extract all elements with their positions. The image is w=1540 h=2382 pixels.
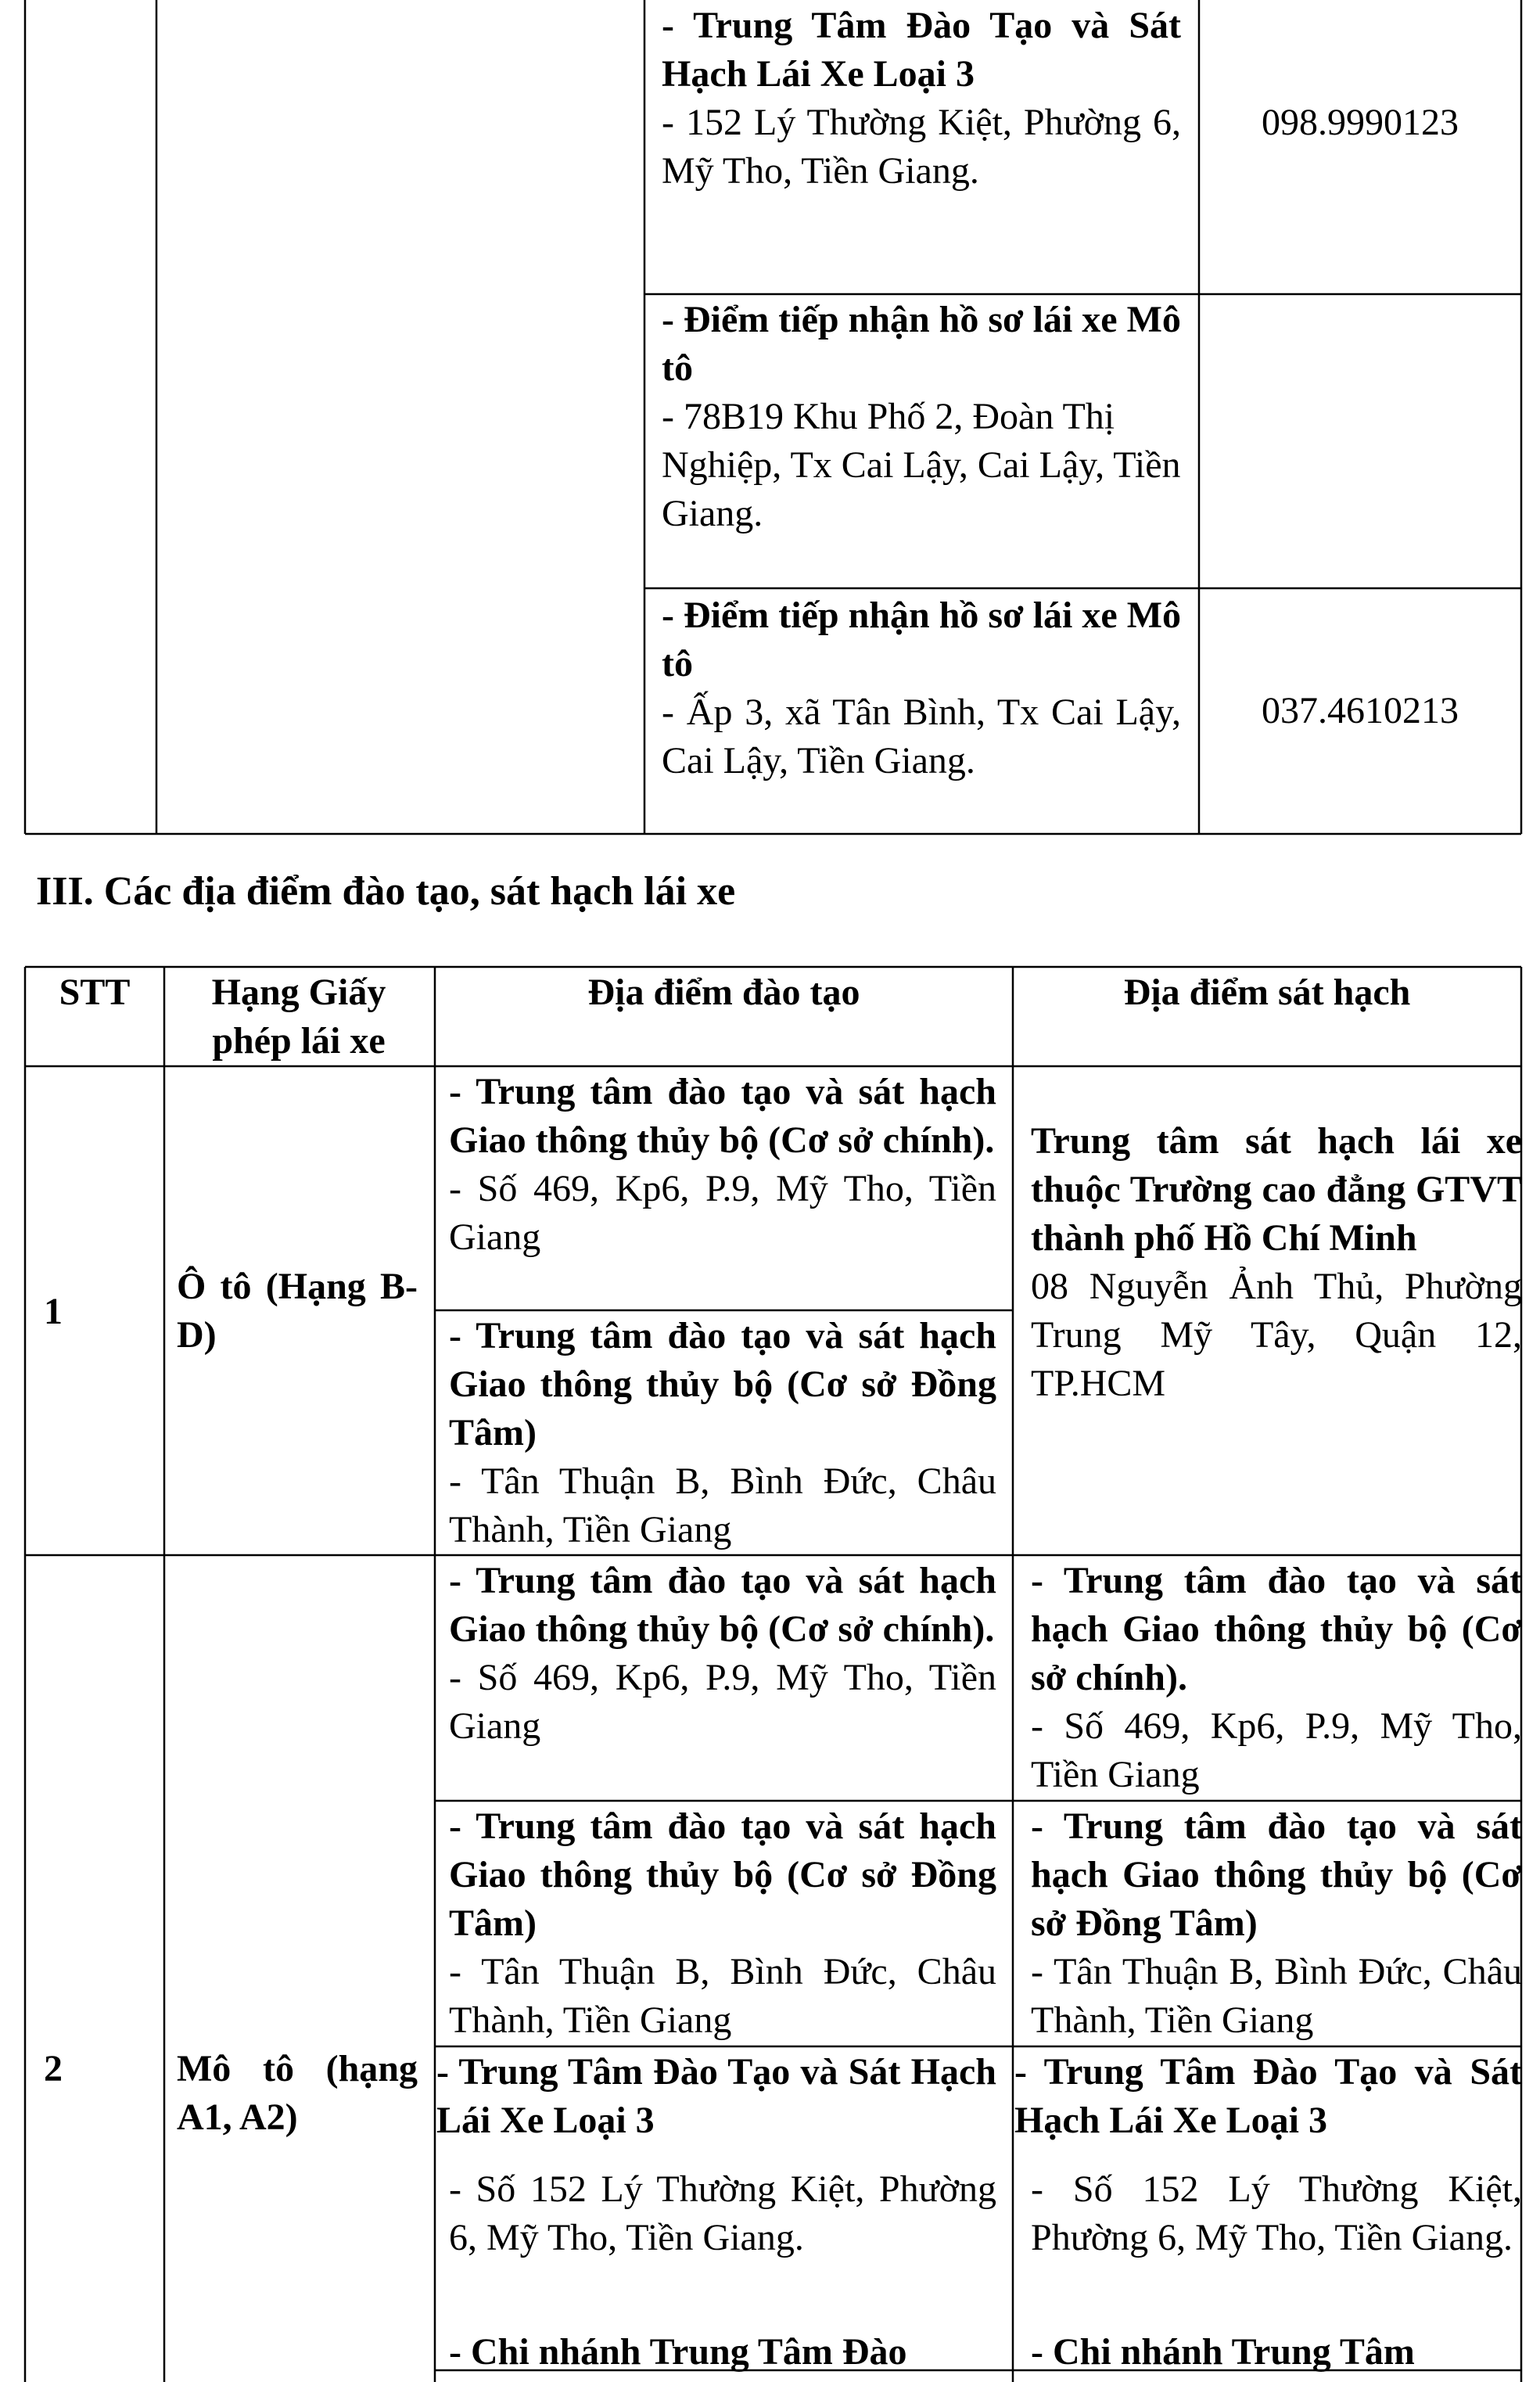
row-1-training-1-address: - Số 469, Kp6, P.9, Mỹ Tho, Tiền Giang [449,1168,996,1258]
top-row-1-phone: 098.9990123 [1262,102,1459,143]
row-2-training-3 [436,2048,996,2262]
row-2-stt: 2 [44,2048,63,2089]
row-2-training-4-title: - Chi nhánh Trung Tâm Đào [449,2331,907,2373]
row-2-training-2-address: - Tân Thuận B, Bình Đức, Châu Thành, Tiền Giang [449,1951,996,2041]
top-row-1-title: - Trung Tâm Đào Tạo và Sát Hạch Lái Xe Loại 3 [662,5,1181,95]
row-1-testing-1-title: Trung tâm sát hạch lái xe thuộc Trường cao đẳng GTVT thành phố Hồ Chí Minh [1031,1120,1522,1259]
row-2-testing-3 [1014,2048,1522,2262]
row-1-class: Ô tô (Hạng B-D) [177,1266,418,1356]
row-1-stt: 1 [44,1291,63,1332]
top-row-3-phone: 037.4610213 [1262,690,1459,731]
header-testing-location: Địa điểm sát hạch [1123,972,1411,1013]
header-stt: STT [59,972,131,1013]
section-heading: III. Các địa điểm đào tạo, sát hạch lái xe [36,869,736,914]
row-1-testing-1-address: 08 Nguyễn Ảnh Thủ, Phường Trung Mỹ Tây, Quận 12, TP.HCM [1031,1266,1522,1404]
row-2-testing-3-title: - Trung Tâm Đào Tạo và Sát Hạch Lái Xe Loại 3 [1014,2051,1522,2141]
header-license-class: Hạng Giấy phép lái xe [211,972,386,1062]
row-2-training-2-title: - Trung tâm đào tạo và sát hạch Giao thông thủy bộ (Cơ sở Đồng Tâm) [449,1805,996,1944]
row-2-testing-2-title: - Trung tâm đào tạo và sát hạch Giao thông thủy bộ (Cơ sở Đồng Tâm) [1031,1805,1522,1944]
top-row-3-title: - Điểm tiếp nhận hồ sơ lái xe Mô tô [662,595,1181,684]
row-2-training-3-address: - Số 152 Lý Thường Kiệt, Phường 6, Mỹ Tho, Tiền Giang. [449,2168,996,2258]
row-2-testing-3-address: - Số 152 Lý Thường Kiệt, Phường 6, Mỹ Tho, Tiền Giang. [1031,2168,1522,2258]
top-row-3-address: - Ấp 3, xã Tân Bình, Tx Cai Lậy, Cai Lậy, Tiền Giang. [662,692,1181,781]
row-2-training-2 [449,1802,996,2045]
row-2-testing-1 [1031,1557,1522,1799]
row-1-training-1 [449,1068,996,1262]
row-2-testing-4-title: - Chi nhánh Trung Tâm [1031,2331,1415,2373]
row-2-testing-1-address: - Số 469, Kp6, P.9, Mỹ Tho, Tiền Giang [1031,1705,1522,1795]
top-row-2-address: - 78B19 Khu Phố 2, Đoàn Thị Nghiệp, Tx Cai Lậy, Cai Lậy, Tiền Giang. [662,396,1181,534]
row-2-training-1 [449,1557,996,1751]
row-1-training-2-address: - Tân Thuận B, Bình Đức, Châu Thành, Tiền Giang [449,1460,996,1550]
row-2-testing-2-address: - Tân Thuận B, Bình Đức, Châu Thành, Tiền Giang [1031,1951,1522,2041]
row-2-training-1-title: - Trung tâm đào tạo và sát hạch Giao thông thủy bộ (Cơ sở chính). [449,1560,996,1650]
row-2-class: Mô tô (hạng A1, A2) [177,2048,418,2138]
top-row-1-location [662,2,1181,196]
row-1-training-2-title: - Trung tâm đào tạo và sát hạch Giao thông thủy bộ (Cơ sở Đồng Tâm) [449,1315,996,1453]
row-2-training-3-title: - Trung Tâm Đào Tạo và Sát Hạch Lái Xe Loại 3 [436,2051,996,2141]
top-row-2-title: - Điểm tiếp nhận hồ sơ lái xe Mô tô [662,299,1181,389]
row-2-testing-1-title: - Trung tâm đào tạo và sát hạch Giao thông thủy bộ (Cơ sở chính). [1031,1560,1522,1698]
top-row-1-address: - 152 Lý Thường Kiệt, Phường 6, Mỹ Tho, Tiền Giang. [662,102,1181,192]
row-2-training-4 [449,2328,996,2377]
row-2-training-1-address: - Số 469, Kp6, P.9, Mỹ Tho, Tiền Giang [449,1657,996,1747]
row-2-testing-2 [1031,1802,1522,2045]
header-training-location: Địa điểm đào tạo [587,972,860,1013]
row-2-testing-4 [1031,2328,1522,2377]
top-row-2-location [662,296,1181,538]
row-1-training-2 [449,1312,996,1554]
row-1-testing-1 [1031,1117,1522,1408]
row-1-training-1-title: - Trung tâm đào tạo và sát hạch Giao thông thủy bộ (Cơ sở chính). [449,1071,996,1161]
top-row-3-location [662,591,1181,785]
